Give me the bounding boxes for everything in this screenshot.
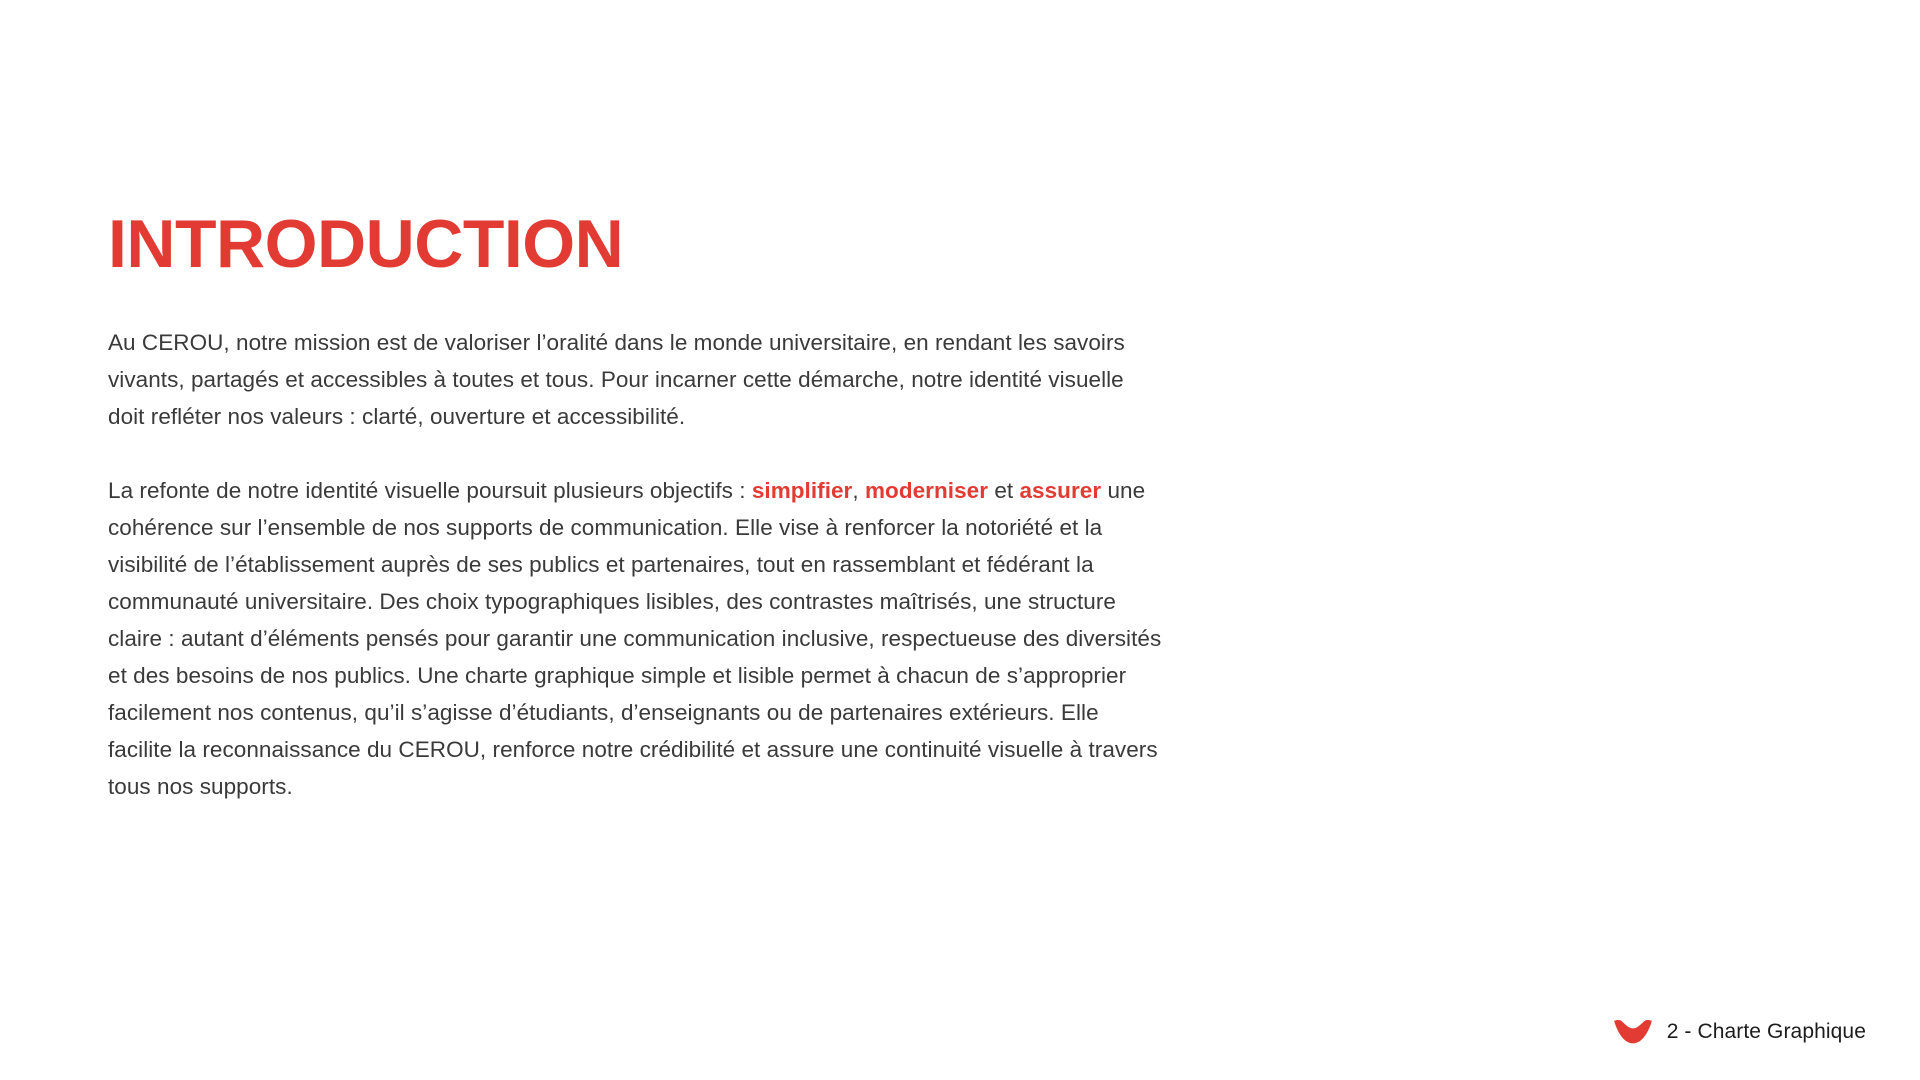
crescent-smile-icon: [1613, 1018, 1653, 1044]
highlight-simplifier: simplifier: [751, 478, 853, 503]
objectives-tail-text: une cohérence sur l’ensemble de nos supports de communication. Elle vise à renforcer la notoriété et la visibilité de l’établissement auprès de ses publics et partenaires, tout en rassemblant et fédérant la communauté universitaire. Des choix typographiques lisibles, des contrastes maîtrisés, une structure claire : autant d’éléments pensés pour garantir une communication inclusive, respectueuse des diversités et des besoins de nos publics. Une charte graphique simple et lisible permet à chacun de s’approprier facilement nos contenus, qu’il s’agisse d’étudiants, d’enseignants ou de partenaires extérieurs. Elle facilite la reconnaissance du CEROU, renforce notre crédibilité et assure une continuité visuelle à travers tous nos supports.: [108, 478, 1162, 799]
highlight-moderniser: moderniser: [864, 478, 989, 503]
footer-page-label: 2 - Charte Graphique: [1666, 1019, 1866, 1043]
page-title: INTRODUCTION: [108, 206, 624, 282]
intro-paragraph-objectives: [108, 472, 1163, 805]
highlight-assurer: assurer: [1019, 478, 1102, 503]
intro-paragraph-mission: Au CEROU, notre mission est de valoriser l’oralité dans le monde universitaire, en rendant les savoirs vivants, partagés et accessibles à toutes et tous. Pour incarner cette démarche, notre identité visuelle doit refléter nos valeurs : clarté, ouverture et accessibilité.: [108, 330, 1125, 429]
highlight-separator-one: ,: [852, 478, 865, 503]
highlight-separator-two: et: [988, 478, 1020, 503]
objectives-lead-text: La refonte de notre identité visuelle poursuit plusieurs objectifs :: [108, 478, 752, 503]
slide-footer: [1613, 1014, 1866, 1048]
slide-content-block: [108, 206, 1163, 805]
